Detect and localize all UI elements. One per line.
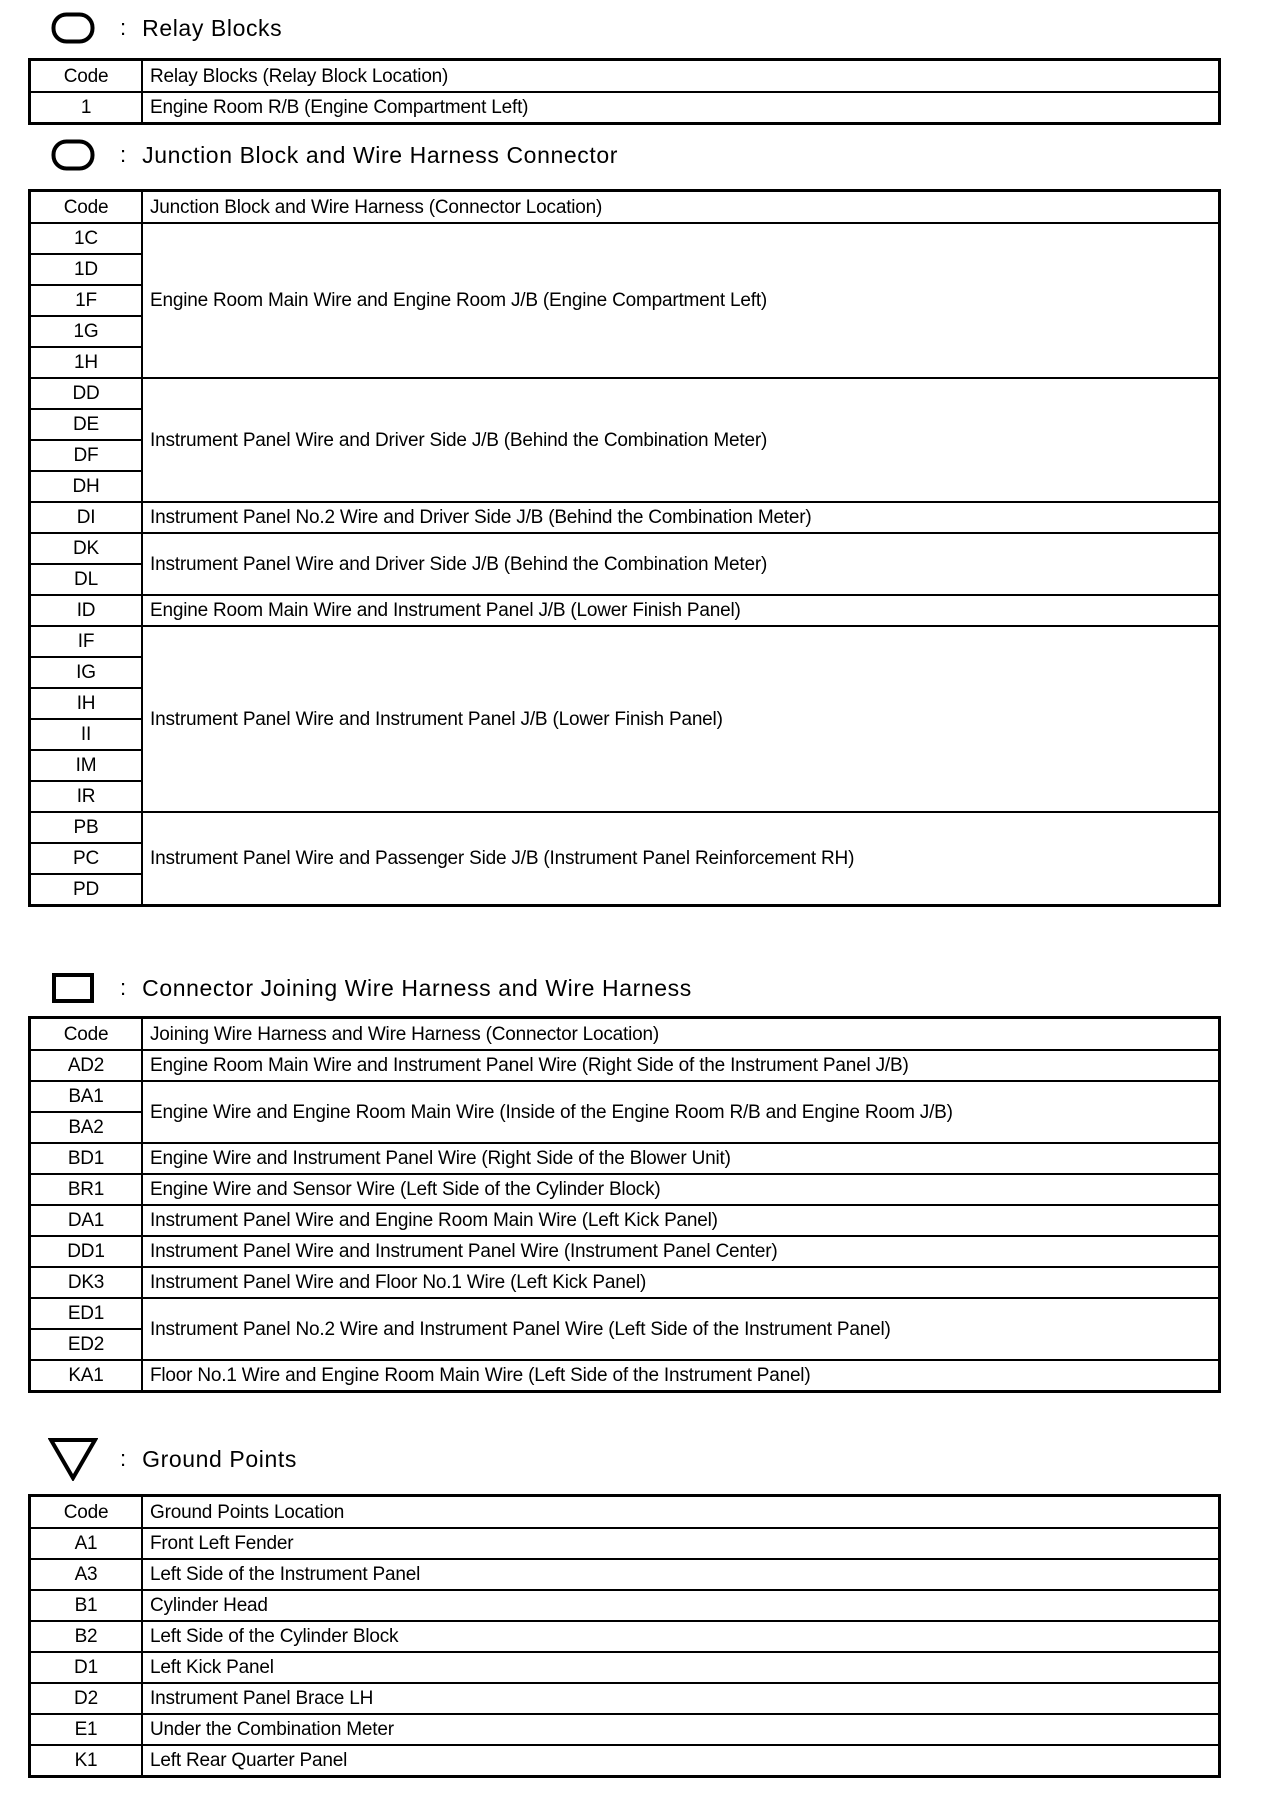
- location-cell: Left Rear Quarter Panel: [142, 1745, 1220, 1777]
- code-cell: A1: [30, 1528, 143, 1559]
- table-row: [30, 812, 1220, 843]
- junction-block-header: [48, 135, 618, 175]
- table-row: [30, 378, 1220, 409]
- table-row: [30, 1360, 1220, 1392]
- code-cell: ED1: [30, 1298, 143, 1329]
- code-cell: DL: [30, 564, 143, 595]
- location-cell: Instrument Panel No.2 Wire and Instrument Panel Wire (Left Side of the Instrument Panel): [142, 1298, 1220, 1360]
- location-cell: Cylinder Head: [142, 1590, 1220, 1621]
- connector-header: [48, 968, 692, 1008]
- relay-blocks-title: Relay Blocks: [142, 14, 283, 41]
- code-header: Code: [30, 191, 143, 224]
- table-row: [30, 1236, 1220, 1267]
- code-header: Code: [30, 60, 143, 93]
- ground-points-table: [28, 1494, 1221, 1778]
- table-row: [30, 1683, 1220, 1714]
- table-row: [30, 1267, 1220, 1298]
- code-cell: BD1: [30, 1143, 143, 1174]
- location-cell: Instrument Panel Wire and Driver Side J/B (Behind the Combination Meter): [142, 378, 1220, 502]
- location-cell: Engine Room R/B (Engine Compartment Left): [142, 92, 1220, 124]
- relay-blocks-header: [48, 8, 282, 48]
- code-cell: AD2: [30, 1050, 143, 1081]
- code-cell: ED2: [30, 1329, 143, 1360]
- table-header-row: [30, 1496, 1220, 1529]
- table-row: [30, 1050, 1220, 1081]
- code-cell: BR1: [30, 1174, 143, 1205]
- table-row: [30, 533, 1220, 564]
- square-icon: [48, 968, 98, 1008]
- table-row: [30, 1081, 1220, 1112]
- location-cell: Instrument Panel Wire and Instrument Panel Wire (Instrument Panel Center): [142, 1236, 1220, 1267]
- code-cell: PB: [30, 812, 143, 843]
- code-cell: DE: [30, 409, 143, 440]
- table-row: [30, 1745, 1220, 1777]
- table-row: [30, 1205, 1220, 1236]
- code-cell: 1D: [30, 254, 143, 285]
- location-cell: Instrument Panel No.2 Wire and Driver Side J/B (Behind the Combination Meter): [142, 502, 1220, 533]
- table-header-row: [30, 1018, 1220, 1051]
- code-cell: K1: [30, 1745, 143, 1777]
- code-cell: D2: [30, 1683, 143, 1714]
- location-cell: Engine Wire and Instrument Panel Wire (Right Side of the Blower Unit): [142, 1143, 1220, 1174]
- table-row: [30, 92, 1220, 124]
- code-cell: ID: [30, 595, 143, 626]
- table-row: [30, 1143, 1220, 1174]
- code-cell: 1G: [30, 316, 143, 347]
- location-cell: Instrument Panel Wire and Floor No.1 Wire (Left Kick Panel): [142, 1267, 1220, 1298]
- location-header: Relay Blocks (Relay Block Location): [142, 60, 1220, 93]
- table-row: [30, 1528, 1220, 1559]
- location-cell: Left Side of the Instrument Panel: [142, 1559, 1220, 1590]
- location-header: Ground Points Location: [142, 1496, 1220, 1529]
- code-cell: IF: [30, 626, 143, 657]
- table-header-row: [30, 191, 1220, 224]
- code-cell: IR: [30, 781, 143, 812]
- table-row: [30, 1298, 1220, 1329]
- code-cell: BA1: [30, 1081, 143, 1112]
- location-header: Joining Wire Harness and Wire Harness (Connector Location): [142, 1018, 1220, 1051]
- code-cell: 1C: [30, 223, 143, 254]
- table-row: [30, 1590, 1220, 1621]
- code-cell: DH: [30, 471, 143, 502]
- relay-blocks-table: [28, 58, 1221, 125]
- table-row: [30, 1714, 1220, 1745]
- location-cell: Engine Room Main Wire and Instrument Panel Wire (Right Side of the Instrument Panel J/B): [142, 1050, 1220, 1081]
- code-cell: DD1: [30, 1236, 143, 1267]
- location-cell: Under the Combination Meter: [142, 1714, 1220, 1745]
- code-header: Code: [30, 1018, 143, 1051]
- ground-points-colon: :: [120, 1446, 127, 1471]
- code-cell: 1F: [30, 285, 143, 316]
- code-cell: KA1: [30, 1360, 143, 1392]
- inverted-triangle-icon: [48, 1439, 98, 1479]
- code-cell: E1: [30, 1714, 143, 1745]
- location-cell: Instrument Panel Wire and Instrument Panel J/B (Lower Finish Panel): [142, 626, 1220, 812]
- code-cell: D1: [30, 1652, 143, 1683]
- code-cell: BA2: [30, 1112, 143, 1143]
- code-cell: 1H: [30, 347, 143, 378]
- location-cell: Engine Wire and Engine Room Main Wire (Inside of the Engine Room R/B and Engine Room J/B): [142, 1081, 1220, 1143]
- location-cell: Floor No.1 Wire and Engine Room Main Wire (Left Side of the Instrument Panel): [142, 1360, 1220, 1392]
- table-row: [30, 1174, 1220, 1205]
- connector-title: Connector Joining Wire Harness and Wire Harness: [142, 974, 692, 1001]
- location-cell: Left Kick Panel: [142, 1652, 1220, 1683]
- code-cell: A3: [30, 1559, 143, 1590]
- connector-table: [28, 1016, 1221, 1393]
- location-cell: Engine Room Main Wire and Instrument Panel J/B (Lower Finish Panel): [142, 595, 1220, 626]
- ground-points-title: Ground Points: [142, 1445, 297, 1472]
- location-cell: Left Side of the Cylinder Block: [142, 1621, 1220, 1652]
- table-row: [30, 595, 1220, 626]
- code-cell: PD: [30, 874, 143, 906]
- code-cell: DF: [30, 440, 143, 471]
- rounded-oval-icon: [48, 8, 98, 48]
- code-cell: B1: [30, 1590, 143, 1621]
- connector-colon: :: [120, 975, 127, 1000]
- table-row: [30, 223, 1220, 254]
- code-cell: DA1: [30, 1205, 143, 1236]
- code-header: Code: [30, 1496, 143, 1529]
- location-cell: Instrument Panel Wire and Driver Side J/B (Behind the Combination Meter): [142, 533, 1220, 595]
- location-header: Junction Block and Wire Harness (Connector Location): [142, 191, 1220, 224]
- ground-points-header: [48, 1439, 297, 1479]
- location-cell: Instrument Panel Wire and Engine Room Main Wire (Left Kick Panel): [142, 1205, 1220, 1236]
- table-header-row: [30, 60, 1220, 93]
- code-cell: DI: [30, 502, 143, 533]
- code-cell: IG: [30, 657, 143, 688]
- code-cell: DD: [30, 378, 143, 409]
- code-cell: DK: [30, 533, 143, 564]
- location-cell: Instrument Panel Brace LH: [142, 1683, 1220, 1714]
- table-row: [30, 1652, 1220, 1683]
- code-cell: DK3: [30, 1267, 143, 1298]
- code-cell: 1: [30, 92, 143, 124]
- code-cell: IH: [30, 688, 143, 719]
- location-cell: Engine Wire and Sensor Wire (Left Side of the Cylinder Block): [142, 1174, 1220, 1205]
- relay-blocks-colon: :: [120, 15, 127, 40]
- table-row: [30, 1621, 1220, 1652]
- junction-block-colon: :: [120, 142, 127, 167]
- code-cell: PC: [30, 843, 143, 874]
- rounded-oval-icon: [48, 135, 98, 175]
- code-cell: IM: [30, 750, 143, 781]
- location-cell: Instrument Panel Wire and Passenger Side J/B (Instrument Panel Reinforcement RH): [142, 812, 1220, 906]
- code-cell: II: [30, 719, 143, 750]
- location-cell: Front Left Fender: [142, 1528, 1220, 1559]
- table-row: [30, 626, 1220, 657]
- junction-block-title: Junction Block and Wire Harness Connector: [142, 141, 618, 168]
- location-cell: Engine Room Main Wire and Engine Room J/B (Engine Compartment Left): [142, 223, 1220, 378]
- table-row: [30, 502, 1220, 533]
- junction-block-table: [28, 189, 1221, 907]
- table-row: [30, 1559, 1220, 1590]
- code-cell: B2: [30, 1621, 143, 1652]
